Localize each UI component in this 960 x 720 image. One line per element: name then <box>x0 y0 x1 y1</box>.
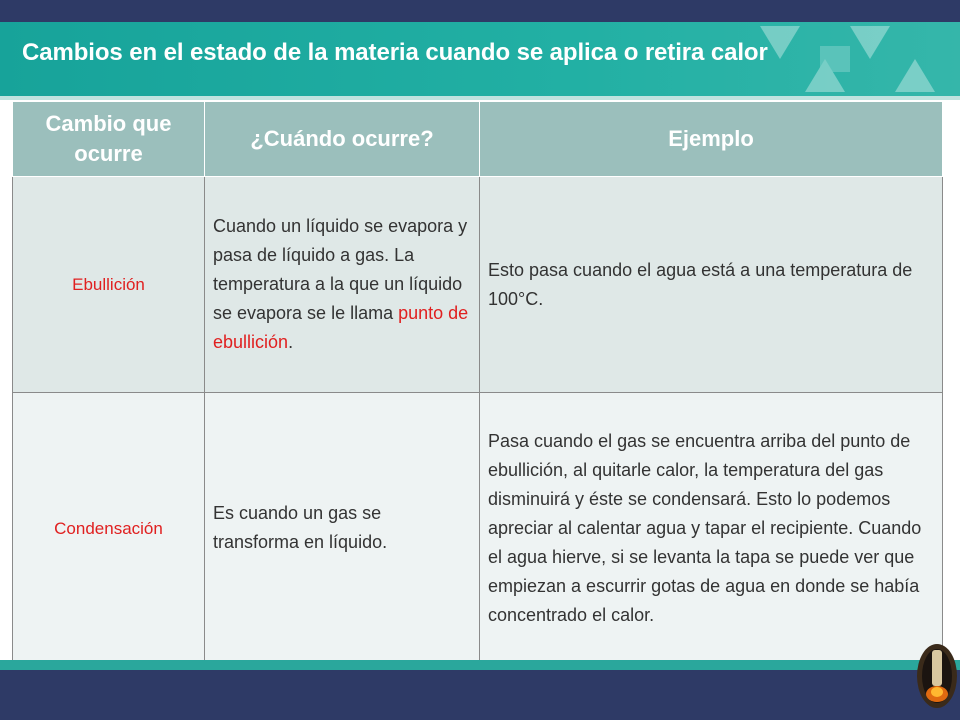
punto-ebullicion-highlight: punto de ebullición <box>213 303 469 352</box>
top-band <box>0 0 960 22</box>
page-title: Cambios en el estado de la materia cuando se aplica o retira calor <box>22 39 768 66</box>
burner-flame-icon <box>914 640 960 710</box>
title-bar <box>0 22 960 96</box>
table-row <box>13 177 943 393</box>
header-cambio: Cambio que ocurre <box>13 102 205 177</box>
table-header-row <box>13 102 943 177</box>
cuando-text: Cuando un líquido se evapora y pasa de líquido a gas. La temperatura a la que un líquido se evapora se le llama <box>213 216 468 323</box>
table-row <box>13 393 943 664</box>
bottom-band <box>0 670 960 720</box>
cell-cambio-condensacion: Condensación <box>13 393 205 664</box>
cuando-text-end: . <box>288 332 294 352</box>
cell-ejemplo-ebullicion: Esto pasa cuando el agua está a una temperatura de 100°C. <box>480 177 943 393</box>
cell-cambio-ebullicion: Ebullición <box>13 177 205 393</box>
states-of-matter-table <box>12 101 943 664</box>
cell-cuando-ebullicion <box>205 177 480 393</box>
cell-cuando-condensacion: Es cuando un gas se transforma en líquido. <box>205 393 480 664</box>
title-under-strip <box>0 96 960 100</box>
header-ejemplo: Ejemplo <box>480 102 943 177</box>
cell-ejemplo-condensacion: Pasa cuando el gas se encuentra arriba del punto de ebullición, al quitarle calor, la temperatura del gas disminuirá y éste se condensará. Esto lo podemos apreciar al calentar agua y tapar el recipiente. Cuando el agua hierve, si se levanta la tapa se puede ver que empiezan a escurrir gotas de agua en donde se había concentrado el calor. <box>480 393 943 664</box>
header-cuando: ¿Cuándo ocurre? <box>205 102 480 177</box>
bottom-strip <box>0 660 960 670</box>
